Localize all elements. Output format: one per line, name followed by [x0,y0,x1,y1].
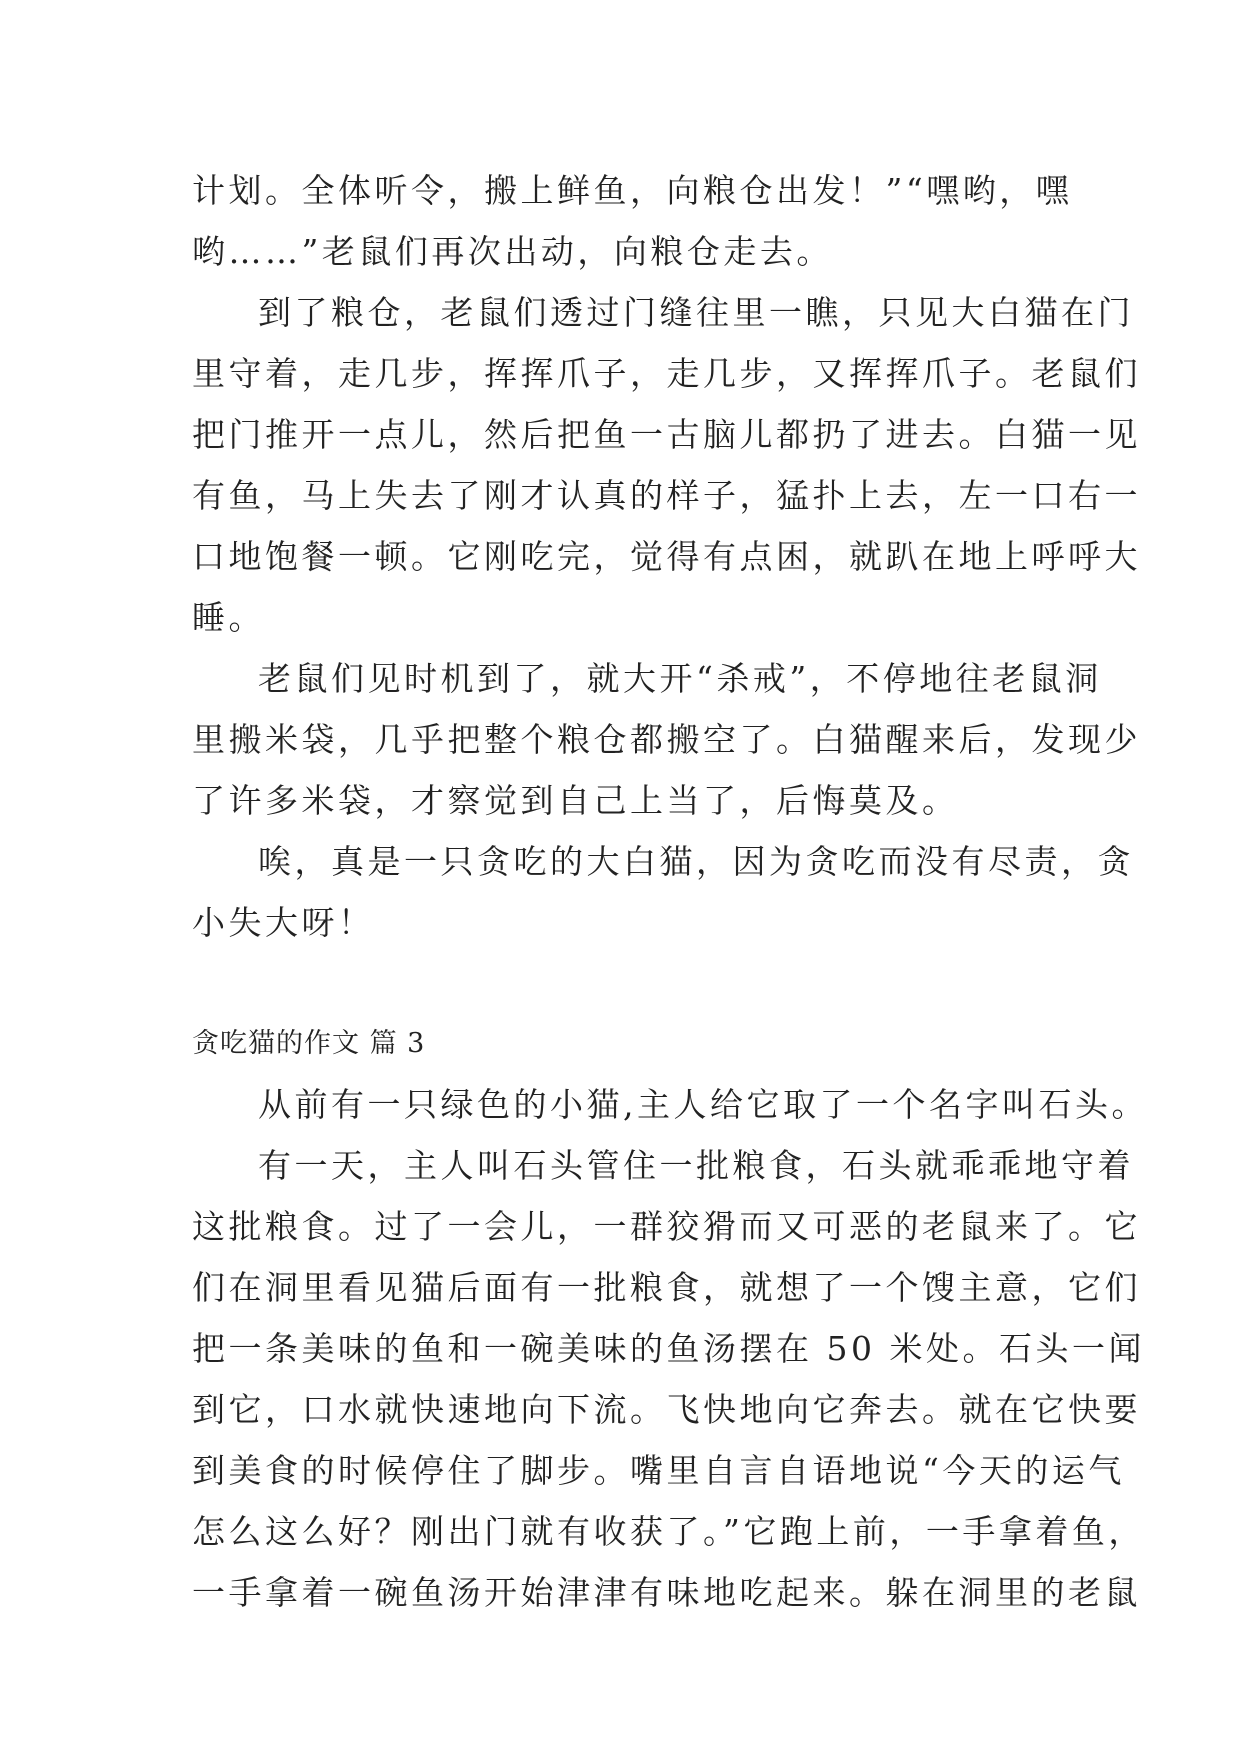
text-line: 里搬米袋，几乎把整个粮仓都搬空了。白猫醒来后，发现少 [192,720,1141,759]
text-line: 怎么这么好？刚出门就有收获了。”它跑上前，一手拿着鱼， [192,1512,1145,1551]
text-line: 把一条美味的鱼和一碗美味的鱼汤摆在 50 米处。石头一闻 [192,1329,1145,1368]
text-line: 从前有一只绿色的小猫,主人给它取了一个名字叫石头。 [258,1085,1148,1124]
text-line: 睡。 [192,598,265,637]
text-line: 小失大呀！ [192,903,375,942]
paragraph [192,1135,1145,1623]
section-title: 贪吃猫的作文 篇 3 [192,1028,426,1059]
text-line: 一手拿着一碗鱼汤开始津津有味地吃起来。躲在洞里的老鼠 [192,1573,1141,1612]
text-line: 有一天，主人叫石头管住一批粮食，石头就乖乖地守着 [258,1146,1134,1185]
text-line: 计划。全体听令，搬上鲜鱼，向粮仓出发！”“嘿哟，嘿 [192,171,1073,210]
paragraph-continued [192,160,1073,282]
text-line: 唉，真是一只贪吃的大白猫，因为贪吃而没有尽责，贪 [258,842,1134,881]
text-line: 里守着，走几步，挥挥爪子，走几步，又挥挥爪子。老鼠们 [192,354,1141,393]
text-line: 到了粮仓，老鼠们透过门缝往里一瞧，只见大白猫在门 [258,293,1134,332]
text-line: 有鱼，马上失去了刚才认真的样子，猛扑上去，左一口右一 [192,476,1141,515]
paragraph [192,648,1141,831]
paragraph [192,282,1141,648]
text-line: 老鼠们见时机到了，就大开“杀戒”，不停地往老鼠洞 [258,659,1102,698]
text-line: 把门推开一点儿，然后把鱼一古脑儿都扔了进去。白猫一见 [192,415,1141,454]
text-line: 这批粮食。过了一会儿，一群狡猾而又可恶的老鼠来了。它 [192,1207,1141,1246]
paragraph [192,1074,1148,1135]
text-line: 了许多米袋，才察觉到自己上当了，后悔莫及。 [192,781,959,820]
text-line: 们在洞里看见猫后面有一批粮食，就想了一个馊主意，它们 [192,1268,1141,1307]
text-line: 哟……”老鼠们再次出动，向粮仓走去。 [192,232,833,271]
text-line: 到它，口水就快速地向下流。飞快地向它奔去。就在它快要 [192,1390,1141,1429]
paragraph [192,831,1134,953]
text-line: 到美食的时候停住了脚步。嘴里自言自语地说“今天的运气 [192,1451,1125,1490]
document-page [192,160,1148,1623]
text-line: 口地饱餐一顿。它刚吃完，觉得有点困，就趴在地上呼呼大 [192,537,1141,576]
